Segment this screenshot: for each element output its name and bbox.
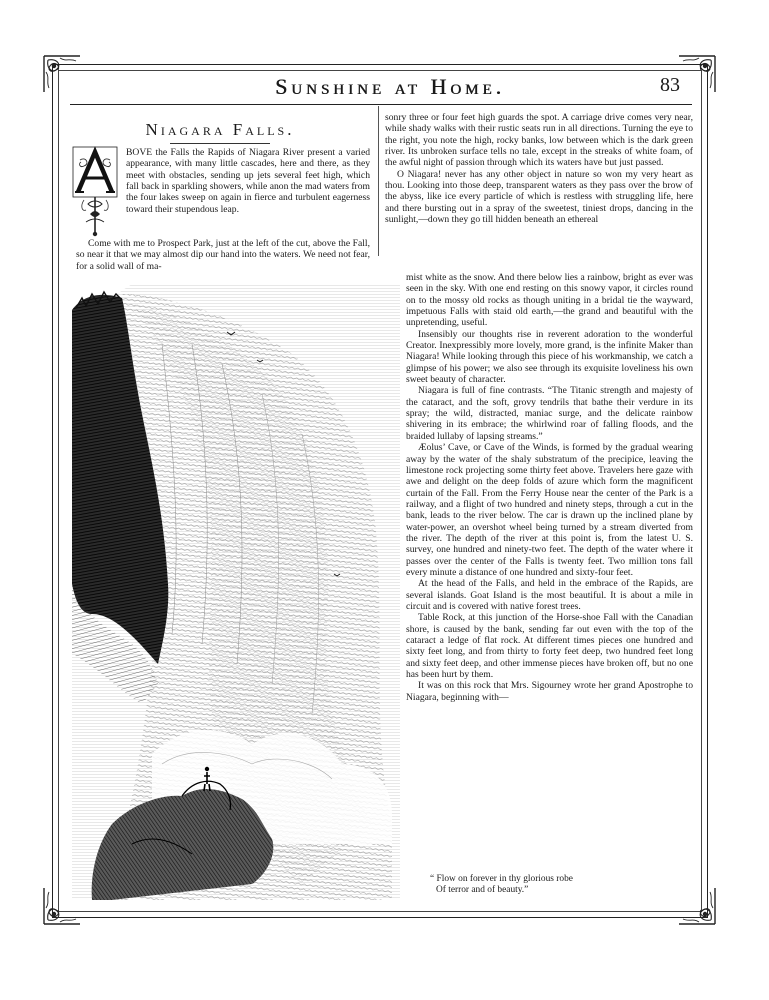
narrow-paragraph-4: Æolus’ Cave, or Cave of the Winds, is formed by the gradual wearing away by the water of the shaly substratum of the precipice, leaving the limestone rock projecting some thirty feet above. Travelers here gaze with awe and delight on the deep folds of azure which form the magnificent curtain of the Fall. From the Ferry House near the center of the Park is a railway, and a flight of two hundred and ninety steps, through a cut in the bank, leads to the river below. The car is drawn up the inclined plane by water-power, an overshot wheel being turned by a stream diverted from the river. The depth of the river at this point is, from the latest U. S. survey, one hundred and ninety-two feet. The depth of the water where it passes over the center of the Falls is twenty feet. Two million tons fall every minute a distance of one hundred and sixty-four feet. (406, 442, 693, 578)
right-column-top-text (385, 112, 693, 225)
title-underline (170, 143, 270, 144)
narrow-paragraph-6: Table Rock, at this junction of the Horse-shoe Fall with the Canadian shore, is caused by the bank, sending far out even with the top of the cataract a ledge of flat rock. At different times pieces one hundred and sixty feet long, and from thirty to forty feet deep, two hundred feet long and sixty feet deep, and other immense pieces have broken off, but no one has been hurt by them. (406, 612, 693, 681)
waterfall-engraving (72, 284, 400, 900)
intro-paragraph: BOVE the Falls the Rapids of Niagara River present a varied appearance, with many little cascades, here and there, as they meet with obstacles, sending up jets several feet high, which fall back in sparkling showers, while anon the mad waters from the four lakes sweep on again in fierce and turbulent eagerness toward their stupendous leap. (126, 147, 370, 215)
narrow-paragraph-1: mist white as the snow. And there below lies a rainbow, bright as ever was seen in the sky. With one end resting on this snowy vapor, it circles round on to the mossy old rocks as though uniting in a bridal tie the wayward, impetuous Falls with staid old earth,—the grand and beautiful with the unpretending, useful. (406, 272, 693, 329)
poem-line-2: Of terror and of beauty.” (436, 885, 529, 896)
running-title: Sunshine at Home. (274, 74, 506, 99)
left-column-paragraph: Come with me to Prospect Park, just at the left of the cut, above the Fall, so near it that we may almost dip our hand into the waters. We need not fear, for a solid wall of ma- (76, 238, 370, 272)
poem-line-1: “ Flow on forever in thy glorious robe (430, 874, 573, 884)
header-rule (70, 104, 692, 105)
narrow-paragraph-3: Niagara is full of fine contrasts. “The Titanic strength and majesty of the cataract, and the soft, grovy tendrils that bathe their verdure in its spray; the wild, distracted, maniac surge, and the delicate rainbow shivering in its embrace; the whirlwind roar of falling floods, and the braided lullaby of lapsing streams.” (406, 385, 693, 442)
narrow-paragraph-2: Insensibly our thoughts rise in reverent adoration to the wonderful Creator. Inexpressibly more lovely, more grand, is the infinite Maker than Niagara! While looking through this piece of his workmanship, we catch a glimpse of his power; we also see through its exquisite loveliness his own sweet beauty of character. (406, 328, 693, 386)
drop-cap-a-icon (72, 146, 118, 238)
corner-ornament-bottom-right (675, 884, 719, 928)
poem-quotation (430, 874, 680, 897)
corner-ornament-top-right (675, 52, 719, 96)
corner-ornament-top-left (40, 52, 84, 96)
right-paragraph-2: O Niagara! never has any other object in nature so won my very heart as thou. Looking into those deep, transparent waters as they pass over the brow of the abyss, like ice every particle of which is restless with struggling life, here and there bursting out in a spray of the sweetest, tiniest drops, dancing in the sunlight,—down they go till hidden beneath an ethereal (385, 168, 693, 226)
narrow-paragraph-5: At the head of the Falls, and held in the embrace of the Rapids, are several islands. Goat Island is the most beautiful. It is about a mile in circuit and is covered with native forest trees. (406, 578, 693, 612)
page-number: 83 (660, 74, 680, 96)
left-column-text (76, 238, 370, 272)
narrow-paragraph-7: It was on this rock that Mrs. Sigourney wrote her grand Apostrophe to Niagara, beginning with— (406, 680, 693, 703)
intro-paragraph-block (126, 147, 370, 215)
right-paragraph-1: sonry three or four feet high guards the spot. A carriage drive comes very near, while shady walks with their rustic seats run in all directions. Turning the eye to the right, you note the high, rocky banks, low between which is the dark green river. Its unbroken surface tells no tale, except in the streaks of white foam, of the awful night of passion through which its waters have but just passed. (385, 112, 693, 169)
column-divider (378, 106, 379, 256)
right-column-narrow-text (406, 272, 693, 703)
article-title: Niagara Falls. (145, 120, 295, 139)
